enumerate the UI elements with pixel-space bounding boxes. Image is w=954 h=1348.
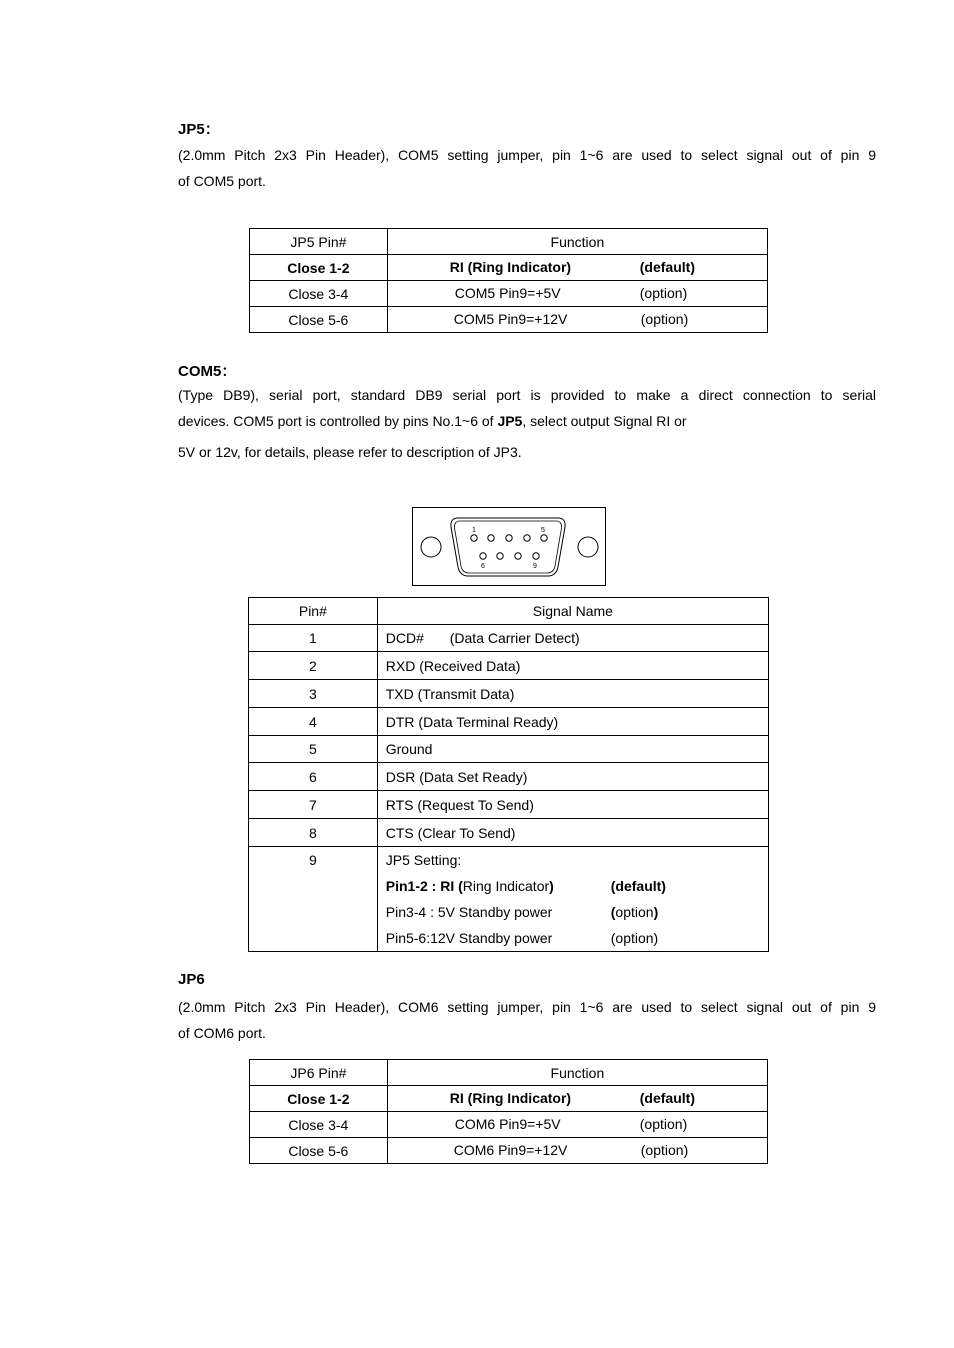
signal-cell (377, 625, 768, 652)
jp6-col-pin: JP6 Pin# (250, 1060, 388, 1086)
function-text: RI (Ring Indicator) (449, 1090, 572, 1106)
signal-cell: RXD (Received Data) (377, 652, 768, 680)
db9-connector-icon (412, 507, 607, 587)
jp5-setting-cell (377, 847, 768, 952)
function-note: (default) (639, 259, 695, 275)
jp5-function-cell (387, 281, 767, 307)
jp5-function-cell (387, 307, 767, 333)
text-run: Pin3-4 : 5V Standby power (385, 904, 553, 920)
com5-signal-table (248, 597, 769, 952)
text-run-bold: ) (549, 878, 554, 894)
function-text: COM6 Pin9=+5V (454, 1116, 561, 1132)
table-row (250, 1112, 768, 1138)
signal-cell: TXD (Transmit Data) (377, 680, 768, 708)
com5-heading: COM5： (178, 363, 237, 380)
setting-note (611, 899, 659, 925)
text-run: Ring Indicator (462, 878, 550, 894)
pin-cell: 6 (249, 763, 378, 791)
jp5-description-line2: of COM5 port. (178, 173, 266, 189)
text-run-bold: Pin1-2 : RI ( (385, 878, 463, 894)
jp5-function-cell (387, 255, 767, 281)
jp5-pin-cell: Close 5-6 (250, 307, 388, 333)
table-header-row (250, 229, 768, 255)
pin-cell: 7 (249, 791, 378, 819)
table-row (250, 281, 768, 307)
signal-cell: CTS (Clear To Send) (377, 819, 768, 847)
table-row (249, 847, 769, 952)
jp5-table (249, 228, 768, 333)
function-note: (default) (639, 1090, 695, 1106)
jp5-col-function: Function (387, 229, 767, 255)
table-row (250, 255, 768, 281)
jp5-pin-cell: Close 3-4 (250, 281, 388, 307)
text-run: option (615, 904, 654, 920)
jp5-pin-cell: Close 1-2 (250, 255, 388, 281)
jp6-col-function: Function (387, 1060, 767, 1086)
text-run: Pin5-6:12V Standby power (385, 930, 553, 946)
com5-col-signal: Signal Name (377, 598, 768, 625)
table-row (249, 819, 769, 847)
pin-cell: 1 (249, 625, 378, 652)
pin-cell: 2 (249, 652, 378, 680)
pin-cell: 3 (249, 680, 378, 708)
pin-cell: 5 (249, 736, 378, 763)
signal-cell: DSR (Data Set Ready) (377, 763, 768, 791)
signal-cell: Ground (377, 736, 768, 763)
jp6-function-cell (387, 1138, 767, 1164)
text-run-bold: JP5 (497, 413, 523, 429)
jp6-pin-cell: Close 3-4 (250, 1112, 388, 1138)
function-note: (option) (640, 1142, 689, 1158)
signal-cell: RTS (Request To Send) (377, 791, 768, 819)
jp5-heading: JP5： (178, 121, 220, 138)
function-note: (option) (639, 1116, 688, 1132)
jp6-description-line2: of COM6 port. (178, 1025, 266, 1041)
pin-cell: 4 (249, 708, 378, 736)
setting-note: (option) (610, 930, 659, 946)
jp6-function-cell (387, 1112, 767, 1138)
signal-desc: (Data Carrier Detect) (449, 630, 580, 646)
jp6-function-cell (387, 1086, 767, 1112)
table-row (249, 736, 769, 763)
setting-note: (default) (610, 878, 666, 894)
function-note: (option) (639, 285, 688, 301)
connector-pin9-label: 9 (533, 563, 537, 570)
jp6-description (178, 994, 876, 1046)
com5-description-line3: 5V or 12v, for details, please refer to description of JP3. (178, 444, 522, 460)
signal-cell: DTR (Data Terminal Ready) (377, 708, 768, 736)
jp6-heading: JP6 (178, 971, 205, 988)
function-text: COM5 Pin9=+5V (454, 285, 561, 301)
com5-description-line1: (Type DB9), serial port, standard DB9 serial port is provided to make a direct connection to serial (178, 387, 876, 403)
text-run: , select output Signal RI or (522, 413, 687, 429)
table-row (249, 652, 769, 680)
table-row (249, 625, 769, 652)
jp5-setting-title: JP5 Setting: (385, 852, 462, 868)
text-run-bold: ) (653, 904, 659, 920)
pin-cell: 9 (249, 847, 378, 952)
jp6-pin-cell: Close 5-6 (250, 1138, 388, 1164)
jp5-setting-line3 (386, 925, 768, 951)
connector-pin5-label: 5 (541, 527, 545, 534)
table-row (249, 680, 769, 708)
function-text: COM6 Pin9=+12V (453, 1142, 568, 1158)
com5-description-line2 (178, 408, 876, 434)
com5-col-pin: Pin# (249, 598, 378, 625)
jp5-description-line1: (2.0mm Pitch 2x3 Pin Header), COM5 setting jumper, pin 1~6 are used to select signal out of pin 9 (178, 147, 876, 163)
text-run-bold: ( (610, 904, 616, 920)
table-row (250, 1138, 768, 1164)
com5-description (178, 382, 876, 434)
function-text: RI (Ring Indicator) (449, 259, 572, 275)
jp5-description (178, 142, 876, 194)
signal-abbrev: DCD# (385, 630, 424, 646)
text-run: devices. COM5 port is controlled by pins No.1~6 of (178, 413, 498, 429)
pin-cell: 8 (249, 819, 378, 847)
table-header-row (250, 1060, 768, 1086)
function-note: (option) (640, 311, 689, 327)
jp5-setting-line2 (386, 899, 768, 925)
table-row (249, 791, 769, 819)
jp5-col-pin: JP5 Pin# (250, 229, 388, 255)
table-row (250, 307, 768, 333)
jp5-setting-line1 (386, 873, 768, 899)
table-row (249, 763, 769, 791)
jp6-description-line1: (2.0mm Pitch 2x3 Pin Header), COM6 setting jumper, pin 1~6 are used to select signal out of pin 9 (178, 999, 876, 1015)
table-row (250, 1086, 768, 1112)
connector-pin6-label: 6 (481, 563, 485, 570)
table-header-row (249, 598, 769, 625)
connector-pin1-label: 1 (472, 527, 476, 534)
table-row (249, 708, 769, 736)
function-text: COM5 Pin9=+12V (453, 311, 568, 327)
jp6-pin-cell: Close 1-2 (250, 1086, 388, 1112)
jp6-table (249, 1059, 768, 1164)
